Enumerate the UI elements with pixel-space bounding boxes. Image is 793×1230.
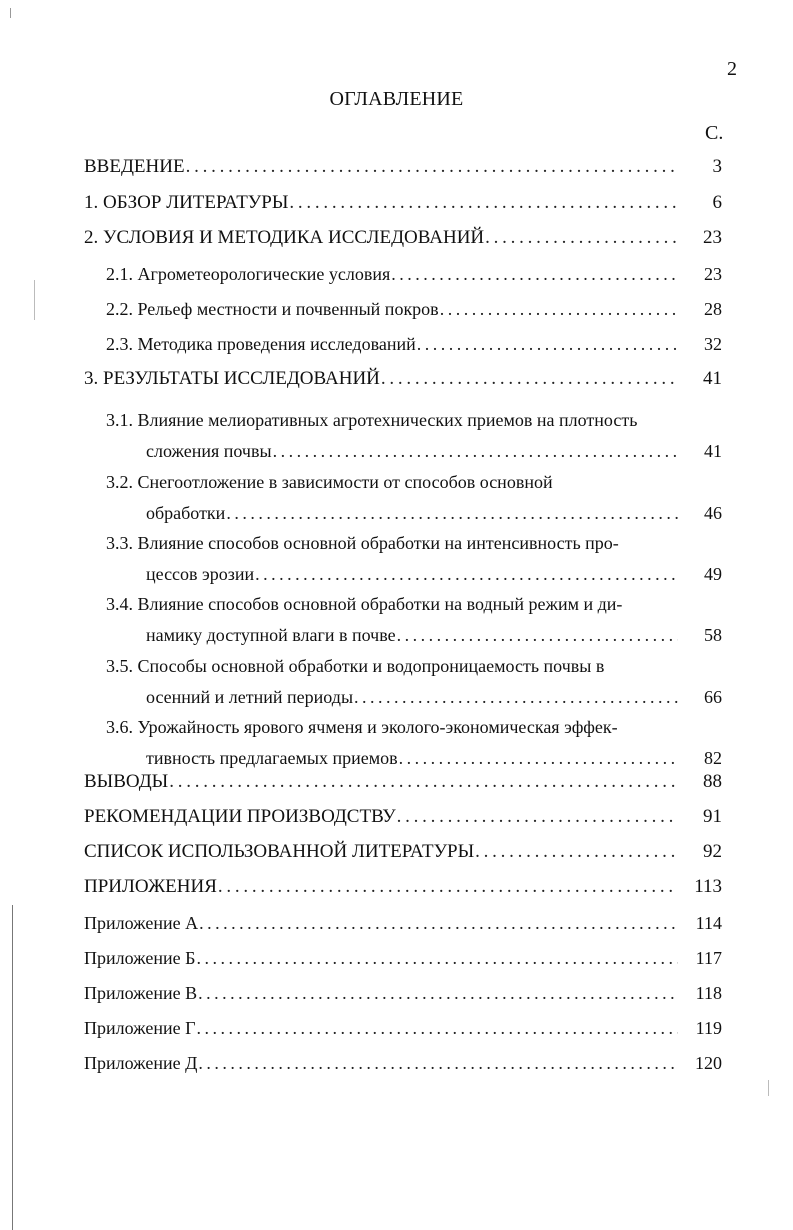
toc-entry-page: 28 bbox=[704, 299, 722, 319]
toc-entry-section-3-6[interactable] bbox=[106, 716, 722, 769]
toc-entry-recommendations[interactable] bbox=[84, 806, 722, 828]
toc-entry-label: 1. ОБЗОР ЛИТЕРАТУРЫ bbox=[84, 192, 289, 213]
dot-leader bbox=[169, 771, 678, 793]
dot-leader bbox=[397, 806, 678, 828]
toc-entry-label-line1: 3.3. Влияние способов основной обработки на интенсивность про- bbox=[106, 533, 619, 553]
toc-entry-section-2-3[interactable] bbox=[106, 333, 722, 355]
scan-speck bbox=[10, 8, 11, 18]
toc-entry-section-3-1[interactable] bbox=[106, 409, 722, 462]
dot-leader bbox=[255, 563, 678, 585]
toc-entry-label-line1: 3.1. Влияние мелиоративных агротехнических приемов на плотность bbox=[106, 410, 638, 430]
toc-entry-page: 6 bbox=[712, 192, 722, 213]
toc-entry-section-2-2[interactable] bbox=[106, 298, 722, 320]
toc-entry-label: 2.2. Рельеф местности и почвенный покров bbox=[106, 299, 439, 319]
toc-entry-page: 120 bbox=[695, 1053, 722, 1073]
toc-entry-page: 92 bbox=[703, 841, 722, 862]
toc-entry-section-3-2[interactable] bbox=[106, 471, 722, 524]
dot-leader bbox=[399, 747, 678, 769]
toc-entry-label: ПРИЛОЖЕНИЯ bbox=[84, 876, 217, 897]
toc-entry-page: 49 bbox=[704, 564, 722, 584]
toc-entry-label: 3. РЕЗУЛЬТАТЫ ИССЛЕДОВАНИЙ bbox=[84, 368, 380, 389]
toc-entry-label: Приложение В bbox=[84, 983, 198, 1003]
toc-entry-label: Приложение Д bbox=[84, 1053, 198, 1073]
dot-leader bbox=[198, 982, 678, 1004]
dot-leader bbox=[440, 298, 678, 320]
toc-entry-label: Приложение Г bbox=[84, 1018, 196, 1038]
dot-leader bbox=[289, 192, 678, 214]
toc-entry-section-3-4[interactable] bbox=[106, 593, 722, 646]
toc-entry-section-3-3[interactable] bbox=[106, 532, 722, 585]
toc-entry-label: СПИСОК ИСПОЛЬЗОВАННОЙ ЛИТЕРАТУРЫ bbox=[84, 841, 475, 862]
toc-entry-appendix-b[interactable] bbox=[84, 947, 722, 969]
toc-entry-page: 23 bbox=[703, 227, 722, 248]
dot-leader bbox=[226, 502, 678, 524]
toc-entry-page: 66 bbox=[704, 687, 722, 707]
toc-entry-references[interactable] bbox=[84, 841, 722, 863]
toc-entry-label-line2: обработки bbox=[146, 503, 226, 523]
toc-entry-page: 117 bbox=[695, 948, 722, 968]
scan-speck bbox=[34, 280, 35, 320]
toc-entry-chapter-3[interactable] bbox=[84, 368, 722, 390]
toc-entry-page: 3 bbox=[712, 156, 722, 177]
scan-speck bbox=[768, 1080, 769, 1096]
dot-leader bbox=[273, 440, 678, 462]
toc-entry-introduction[interactable] bbox=[84, 156, 722, 178]
toc-entry-label: ВЫВОДЫ bbox=[84, 771, 169, 792]
toc-entry-page: 113 bbox=[694, 876, 722, 897]
toc-entry-label: 2. УСЛОВИЯ И МЕТОДИКА ИССЛЕДОВАНИЙ bbox=[84, 227, 485, 248]
toc-entry-label: 2.3. Методика проведения исследований bbox=[106, 334, 416, 354]
toc-entry-page: 114 bbox=[695, 913, 722, 933]
toc-entry-appendix-a[interactable] bbox=[84, 912, 722, 934]
dot-leader bbox=[196, 947, 678, 969]
dot-leader bbox=[475, 841, 678, 863]
toc-entry-label: Приложение Б bbox=[84, 948, 196, 968]
toc-entry-label-line1: 3.2. Снегоотложение в зависимости от способов основной bbox=[106, 472, 553, 492]
toc-entry-page: 41 bbox=[704, 441, 722, 461]
toc-entry-page: 82 bbox=[704, 748, 722, 768]
dot-leader bbox=[354, 686, 678, 708]
toc-entry-label-line1: 3.6. Урожайность ярового ячменя и эколого-экономическая эффек- bbox=[106, 717, 618, 737]
dot-leader bbox=[381, 368, 678, 390]
toc-entry-page: 58 bbox=[704, 625, 722, 645]
toc-entry-section-3-5[interactable] bbox=[106, 655, 722, 708]
toc-entry-label-line2: цессов эрозии bbox=[146, 564, 255, 584]
toc-entry-label-line2: осенний и летний периоды bbox=[146, 687, 354, 707]
toc-entry-label-line2: сложения почвы bbox=[146, 441, 272, 461]
dot-leader bbox=[391, 263, 678, 285]
dot-leader bbox=[417, 333, 678, 355]
dot-leader bbox=[186, 156, 678, 178]
dot-leader bbox=[485, 227, 678, 249]
toc-entry-label: РЕКОМЕНДАЦИИ ПРОИЗВОДСТВУ bbox=[84, 806, 396, 827]
scan-edge-line bbox=[12, 905, 13, 1230]
dot-leader bbox=[199, 912, 678, 934]
toc-entry-conclusions[interactable] bbox=[84, 771, 722, 793]
toc-entry-page: 41 bbox=[703, 368, 722, 389]
dot-leader bbox=[198, 1052, 678, 1074]
toc-entry-label-line1: 3.4. Влияние способов основной обработки на водный режим и ди- bbox=[106, 594, 623, 614]
toc-entry-page: 32 bbox=[704, 334, 722, 354]
toc-entry-page: 46 bbox=[704, 503, 722, 523]
toc-entry-label: Приложение А bbox=[84, 913, 199, 933]
toc-entry-label: 2.1. Агрометеорологические условия bbox=[106, 264, 391, 284]
toc-entry-page: 23 bbox=[704, 264, 722, 284]
page-number: 2 bbox=[727, 58, 737, 80]
toc-entry-label-line2: тивность предлагаемых приемов bbox=[146, 748, 398, 768]
toc-entry-chapter-2[interactable] bbox=[84, 227, 722, 249]
dot-leader bbox=[218, 876, 678, 898]
toc-entry-page: 91 bbox=[703, 806, 722, 827]
toc-entry-page: 118 bbox=[695, 983, 722, 1003]
toc-entry-appendix-d[interactable] bbox=[84, 1052, 722, 1074]
page-title: ОГЛАВЛЕНИЕ bbox=[329, 88, 464, 110]
toc-entry-label-line1: 3.5. Способы основной обработки и водопроницаемость почвы в bbox=[106, 656, 605, 676]
dot-leader bbox=[397, 624, 678, 646]
page-column-label: С. bbox=[705, 122, 724, 144]
toc-entry-chapter-1[interactable] bbox=[84, 192, 722, 214]
toc-entry-label-line2: намику доступной влаги в почве bbox=[146, 625, 396, 645]
toc-entry-page: 88 bbox=[703, 771, 722, 792]
toc-entry-appendix-v[interactable] bbox=[84, 982, 722, 1004]
dot-leader bbox=[197, 1017, 678, 1039]
toc-entry-label: ВВЕДЕНИЕ bbox=[84, 156, 185, 177]
toc-entry-page: 119 bbox=[695, 1018, 722, 1038]
toc-entry-appendix-g[interactable] bbox=[84, 1017, 722, 1039]
toc-entry-section-2-1[interactable] bbox=[106, 263, 722, 285]
toc-entry-appendices[interactable] bbox=[84, 876, 722, 898]
